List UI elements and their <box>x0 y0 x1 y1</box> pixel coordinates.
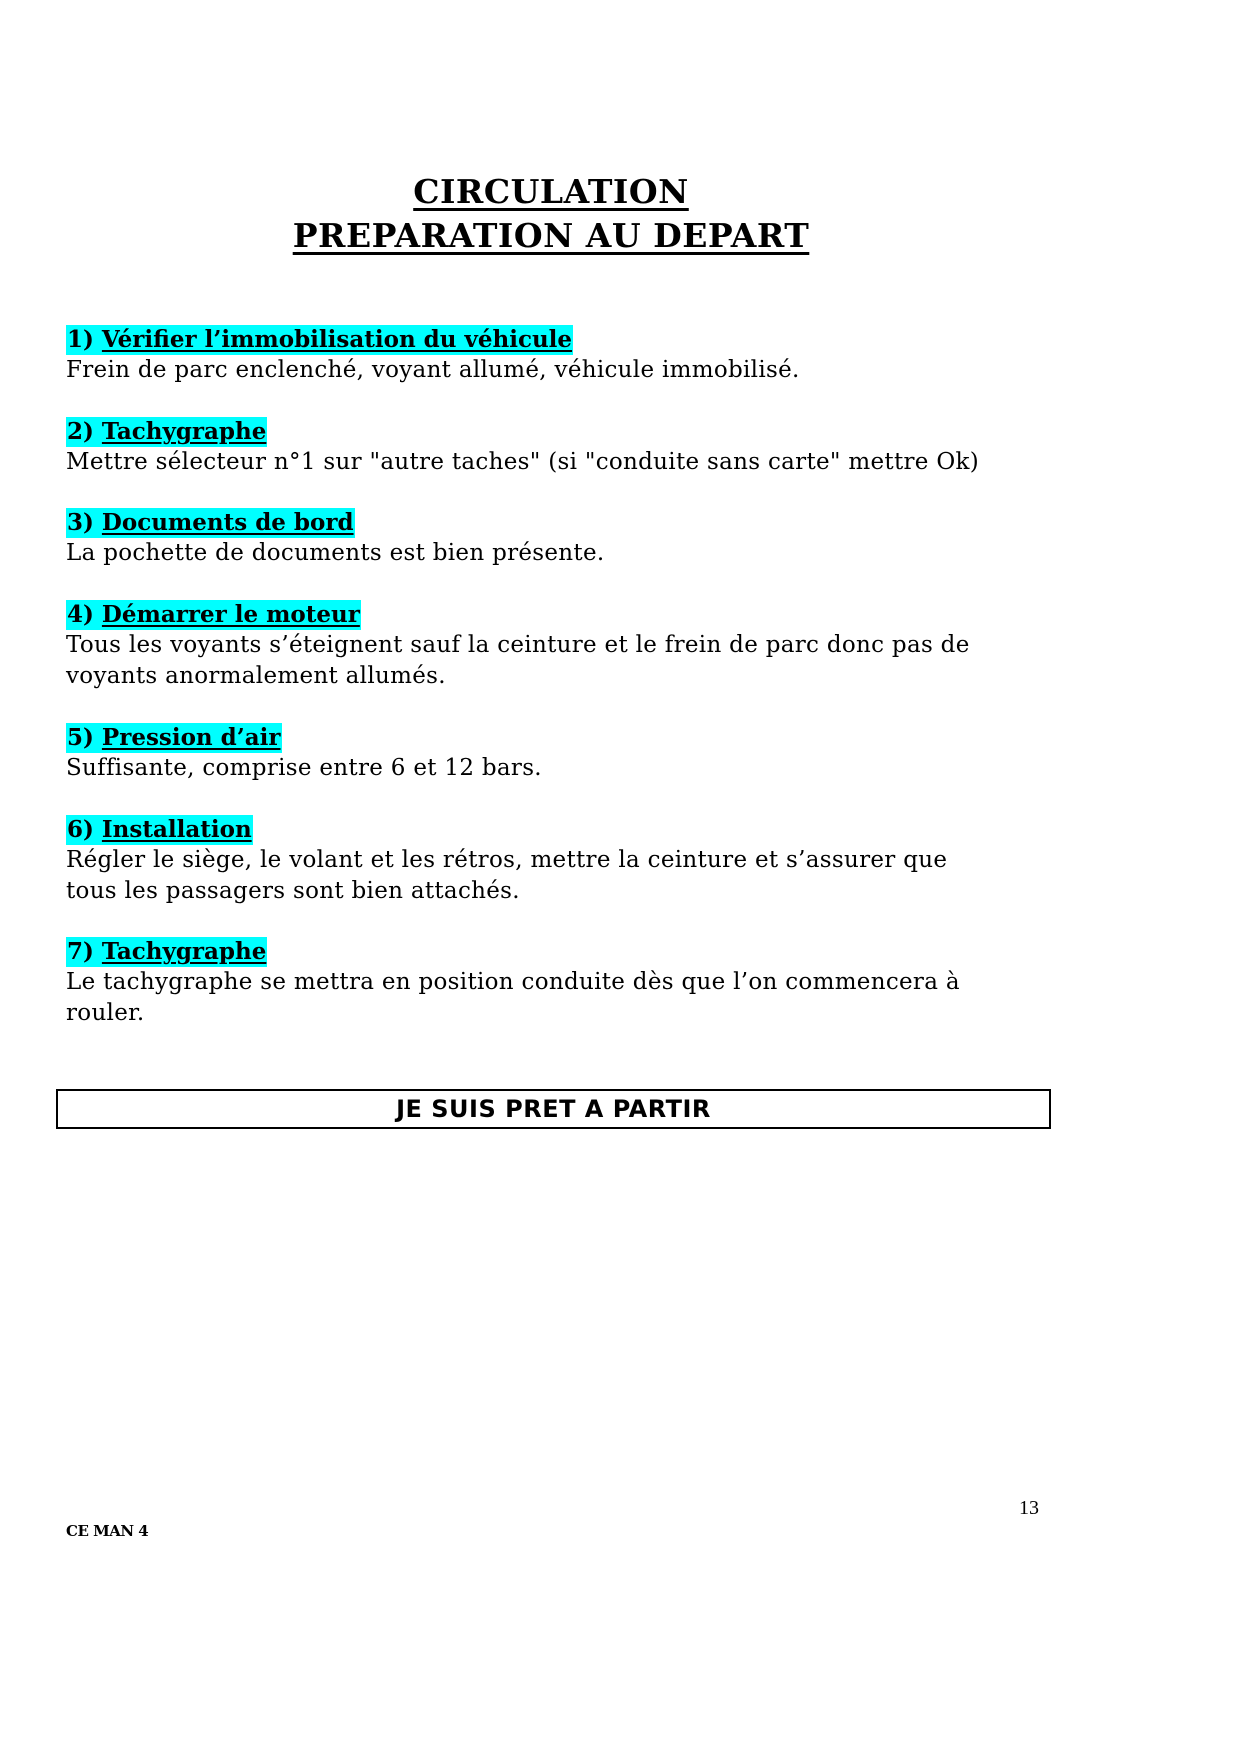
section-body: La pochette de documents est bien présente. <box>66 540 605 566</box>
section-1 <box>66 325 1046 386</box>
section-4 <box>66 600 1046 692</box>
section-body: Régler le siège, le volant et les rétros, mettre la ceinture et s’assurer que tous les passagers sont bien attachés. <box>66 847 948 904</box>
section-6 <box>66 815 1046 907</box>
section-heading: 3) Documents de bord <box>67 509 354 536</box>
footer-label: CE MAN 4 <box>66 1522 149 1540</box>
ready-banner-text: JE SUIS PRET A PARTIR <box>396 1095 711 1123</box>
page-number: 13 <box>1019 1497 1039 1519</box>
section-heading: 7) Tachygraphe <box>67 938 267 965</box>
page-title-line1: CIRCULATION <box>413 172 689 211</box>
section-heading: 5) Pression d’air <box>67 724 281 751</box>
section-body: Suffisante, comprise entre 6 et 12 bars. <box>66 755 542 781</box>
section-heading: 1) Vérifier l’immobilisation du véhicule <box>67 326 573 353</box>
ready-banner <box>56 1089 1051 1129</box>
section-5 <box>66 723 1046 784</box>
section-7 <box>66 937 1046 1029</box>
section-2 <box>66 417 1046 478</box>
page-title-line2: PREPARATION AU DEPART <box>292 216 810 255</box>
section-body: Frein de parc enclenché, voyant allumé, véhicule immobilisé. <box>66 357 800 383</box>
section-body: Tous les voyants s’éteignent sauf la ceinture et le frein de parc donc pas de voyants anormalement allumés. <box>66 632 970 689</box>
section-heading: 6) Installation <box>67 816 252 843</box>
section-body: Le tachygraphe se mettra en position conduite dès que l’on commencera à rouler. <box>66 969 960 1026</box>
section-3 <box>66 508 1046 569</box>
section-body: Mettre sélecteur n°1 sur "autre taches" (si "conduite sans carte" mettre Ok) <box>66 449 979 475</box>
section-heading: 2) Tachygraphe <box>67 418 267 445</box>
section-heading: 4) Démarrer le moteur <box>67 601 360 628</box>
